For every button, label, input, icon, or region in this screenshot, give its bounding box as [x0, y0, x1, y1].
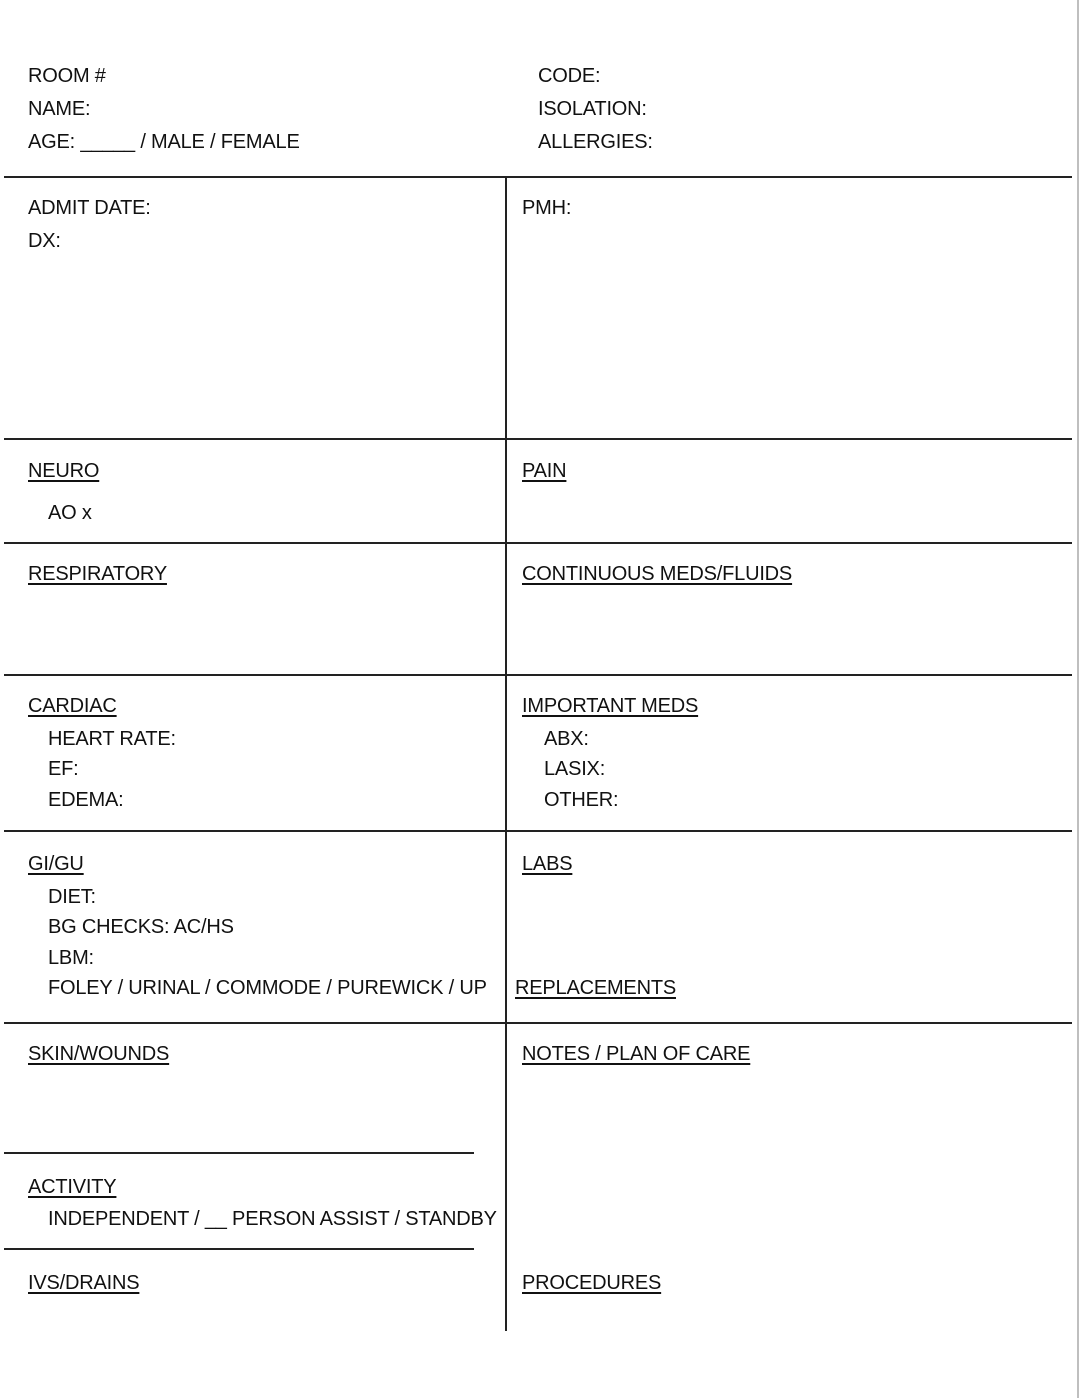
- replacements-heading: REPLACEMENTS: [515, 977, 676, 999]
- heart-rate-label: HEART RATE:: [48, 728, 176, 750]
- lasix-label: LASIX:: [544, 758, 606, 780]
- pain-heading: PAIN: [522, 460, 567, 482]
- gi-gu-heading: GI/GU: [28, 853, 84, 875]
- other-meds-label: OTHER:: [544, 789, 619, 811]
- divider-gi-gu: [4, 1022, 1072, 1024]
- edema-label: EDEMA:: [48, 789, 124, 811]
- age-sex-label: AGE: _____ / MALE / FEMALE: [28, 131, 300, 153]
- divider-cardiac: [4, 830, 1072, 832]
- divider-activity: [4, 1248, 474, 1250]
- activity-options: INDEPENDENT / __ PERSON ASSIST / STANDBY: [48, 1208, 497, 1230]
- labs-heading: LABS: [522, 853, 573, 875]
- pmh-label: PMH:: [522, 197, 572, 219]
- allergies-label: ALLERGIES:: [538, 131, 653, 153]
- abx-label: ABX:: [544, 728, 589, 750]
- room-label: ROOM #: [28, 65, 106, 87]
- notes-plan-heading: NOTES / PLAN OF CARE: [522, 1043, 751, 1065]
- continuous-meds-heading: CONTINUOUS MEDS/FLUIDS: [522, 563, 793, 585]
- activity-heading: ACTIVITY: [28, 1176, 117, 1198]
- column-divider: [505, 177, 507, 1331]
- procedures-heading: PROCEDURES: [522, 1272, 662, 1294]
- neuro-heading: NEURO: [28, 460, 100, 482]
- divider-admission: [4, 438, 1072, 440]
- isolation-label: ISOLATION:: [538, 98, 647, 120]
- skin-wounds-heading: SKIN/WOUNDS: [28, 1043, 170, 1065]
- diet-label: DIET:: [48, 886, 96, 908]
- page-edge: [1077, 0, 1079, 1398]
- divider-header: [4, 176, 1072, 178]
- ao-label: AO x: [48, 502, 92, 524]
- name-label: NAME:: [28, 98, 91, 120]
- respiratory-heading: RESPIRATORY: [28, 563, 167, 585]
- admit-date-label: ADMIT DATE:: [28, 197, 151, 219]
- elimination-options: FOLEY / URINAL / COMMODE / PUREWICK / UP: [48, 977, 487, 999]
- code-label: CODE:: [538, 65, 601, 87]
- divider-neuro: [4, 542, 1072, 544]
- ivs-drains-heading: IVS/DRAINS: [28, 1272, 140, 1294]
- lbm-label: LBM:: [48, 947, 94, 969]
- divider-skin: [4, 1152, 474, 1154]
- dx-label: DX:: [28, 230, 61, 252]
- important-meds-heading: IMPORTANT MEDS: [522, 695, 699, 717]
- bg-checks-label: BG CHECKS: AC/HS: [48, 916, 234, 938]
- divider-respiratory: [4, 674, 1072, 676]
- cardiac-heading: CARDIAC: [28, 695, 117, 717]
- ef-label: EF:: [48, 758, 79, 780]
